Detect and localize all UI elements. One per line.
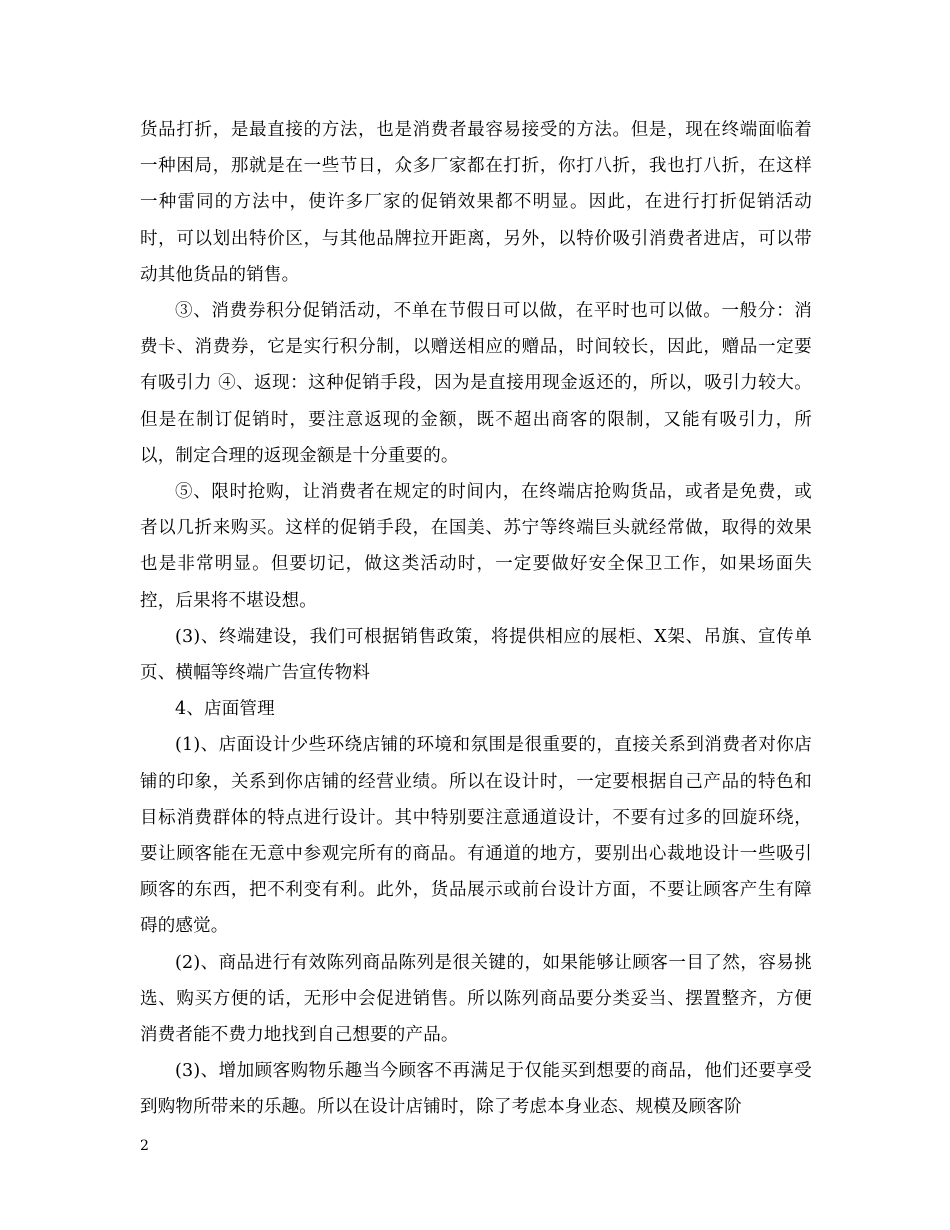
paragraph-terminal-construction: (3)、终端建设，我们可根据销售政策，将提供相应的展柜、X架、吊旗、宣传单页、横幅等终端广告宣传物料 — [140, 626, 812, 684]
section-heading-store-management: 4、店面管理 — [175, 699, 275, 720]
paragraph-product-display: (2)、商品进行有效陈列商品陈列是很关键的，如果能够让顾客一目了然，容易挑选、购买方便的话，无形中会促进销售。所以陈列商品要分类妥当、摆置整齐，方便消费者能不费力地找到自己想要的产品。 — [140, 952, 812, 1046]
paragraph-flash-sale: ⑤、限时抢购，让消费者在规定的时间内，在终端店抢购货品，或者是免费，或者以几折来购买。这样的促销手段，在国美、苏宁等终端巨头就经常做，取得的效果也是非常明显。但要切记，做这类活动时，一定要做好安全保卫工作，如果场面失控，后果将不堪设想。 — [140, 482, 812, 611]
paragraph-discount: 货品打折，是最直接的方法，也是消费者最容易接受的方法。但是，现在终端面临着一种困局，那就是在一些节日，众多厂家都在打折，你打八折，我也打八折，在这样一种雷同的方法中，使许多厂家的促销效果都不明显。因此，在进行打折促销活动时，可以划出特价区，与其他品牌拉开距离，另外，以特价吸引消费者进店，可以带动其他货品的销售。 — [140, 120, 812, 285]
paragraph-voucher-points: ③、消费券积分促销活动，不单在节假日可以做，在平时也可以做。一般分：消费卡、消费券，它是实行积分制，以赠送相应的赠品，时间较长，因此，赠品一定要有吸引力 ④、返现：这种促销手段，因为是直接用现金返还的，所以，吸引力较大。但是在制订促销时，要注意返现的金额，既不超出商客的限制，又能有吸引力，所以，制定合理的返现金额是十分重要的。 — [140, 301, 812, 466]
document-body — [140, 112, 812, 1126]
paragraph-store-design: (1)、店面设计少些环绕店铺的环境和氛围是很重要的，直接关系到消费者对你店铺的印象，关系到你店铺的经营业绩。所以在设计时，一定要根据自己产品的特色和目标消费群体的特点进行设计。其中特别要注意通道设计，不要有过多的回旋环绕，要让顾客能在无意中参观完所有的商品。有通道的地方，要别出心裁地设计一些吸引顾客的东西，把不利变有利。此外，货品展示或前台设计方面，不要让顾客产生有障碍的感觉。 — [140, 735, 812, 937]
page-number: 2 — [140, 1138, 149, 1154]
paragraph-shopping-fun: (3)、增加顾客购物乐趣当今顾客不再满足于仅能买到想要的商品，他们还要享受到购物所带来的乐趣。所以在设计店铺时，除了考虑本身业态、规模及顾客阶 — [140, 1061, 812, 1118]
